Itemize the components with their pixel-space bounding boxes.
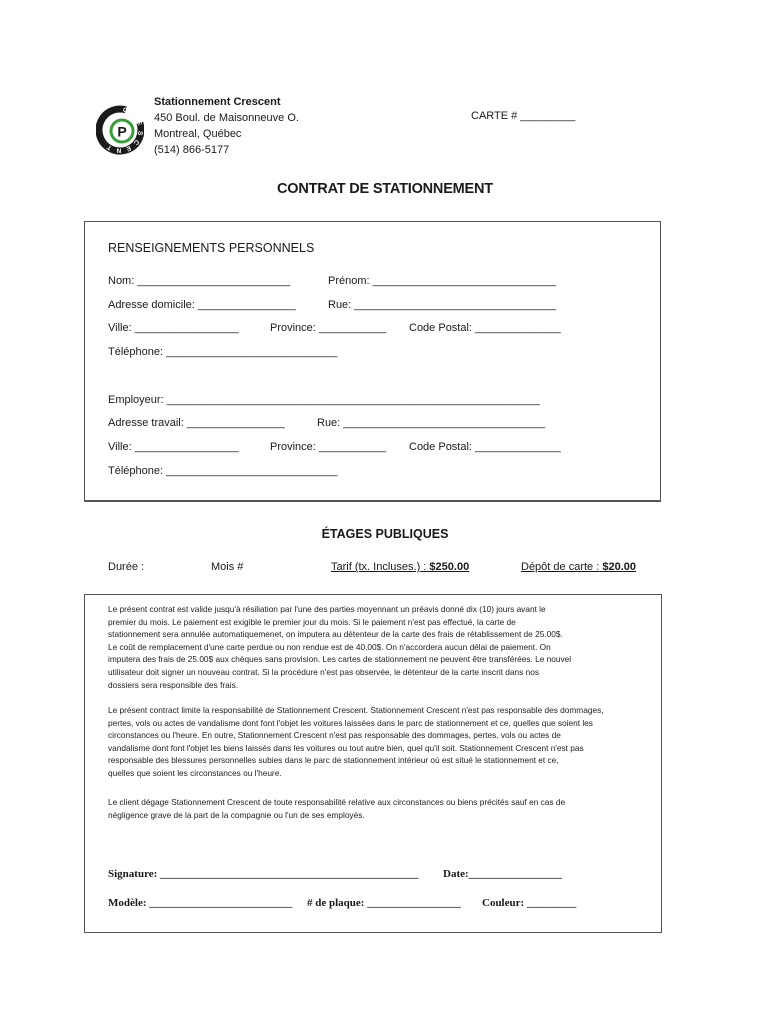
model-field[interactable]: Modèle: __________________________ xyxy=(108,897,293,909)
home-postal-code-field[interactable]: Code Postal: ______________ xyxy=(409,322,561,334)
terms-line: imputera des frais de 25.00$ aux chèques sans provision. Les cartes de stationnement ne peuvent être transférées. Le nouvel xyxy=(108,654,572,665)
depot-value: $20.00 xyxy=(602,561,636,573)
terms-line: Le client dégage Stationnement Crescent de toute responsabilité relative aux circonstances ou biens précités sauf en cas de xyxy=(108,797,566,807)
work-postal-code-field[interactable]: Code Postal: ______________ xyxy=(409,441,561,453)
logo-letter: E xyxy=(134,120,143,127)
logo-letter: C xyxy=(131,138,141,147)
terms-line: premier du mois. Le paiement est exigible le premier jour du mois. Si le paiement n'est pas effectué, la carte de xyxy=(108,616,516,627)
employer-field[interactable]: Employeur: _____________________________________________________________ xyxy=(108,394,540,406)
home-street-field[interactable]: Rue: _________________________________ xyxy=(328,299,557,311)
terms-line: Le présent contract limite la responsabilité de Stationnement Crescent. Stationnement Crescent n'est pas responsable des dommages, xyxy=(108,705,604,715)
prenom-field[interactable]: Prénom: ______________________________ xyxy=(328,275,557,287)
terms-line: dossiers sera responsible des frais. xyxy=(108,679,239,690)
work-phone-field[interactable]: Téléphone: ____________________________ xyxy=(108,465,338,477)
color-field[interactable]: Couleur: _________ xyxy=(482,897,577,909)
logo-letter: C xyxy=(122,106,129,115)
plate-field[interactable]: # de plaque: _________________ xyxy=(307,897,461,909)
terms-line: circonstances ou l'heure. En outre, Stationnement Crescent n'est pas responsable des dommages, pertes, vols ou actes de xyxy=(108,730,561,741)
logo-letter: E xyxy=(124,144,132,153)
logo-letter: S xyxy=(135,130,144,136)
tarif-label: Tarif (tx. Incluses.) : xyxy=(331,561,427,573)
company-address: 450 Boul. de Maisonneuve O. xyxy=(154,112,299,124)
company-city: Montreal, Québec xyxy=(154,128,242,140)
depot xyxy=(521,561,636,573)
tarif xyxy=(331,561,469,573)
duree-label: Durée : xyxy=(108,561,145,573)
terms-line: Le présent contrat est valide jusqu'à résiliation par l'une des parties moyennant un préavis donné dix (10) jours avant le xyxy=(108,604,546,614)
crescent-logo xyxy=(96,102,144,158)
carte-number-field[interactable]: CARTE # _________ xyxy=(471,110,576,122)
home-phone-field[interactable]: Téléphone: ____________________________ xyxy=(108,346,338,358)
depot-label: Dépôt de carte : xyxy=(521,561,600,573)
terms-line: quelles que soient les circonstances ou l'heure. xyxy=(108,767,282,778)
company-name: Stationnement Crescent xyxy=(154,96,281,108)
work-address-field[interactable]: Adresse travail: ________________ xyxy=(108,417,285,429)
logo-letter: R xyxy=(129,111,138,120)
work-street-field[interactable]: Rue: _________________________________ xyxy=(317,417,546,429)
personal-info-heading: RENSEIGNEMENTS PERSONNELS xyxy=(108,241,315,255)
terms-line: utilisateur doit signer un nouveau contrat. Si la procédure n'est pas observée, le détenteur de la carte inscrit dans nos xyxy=(108,666,539,677)
company-phone: (514) 866-5177 xyxy=(154,144,230,156)
etages-heading: ÉTAGES PUBLIQUES xyxy=(321,527,449,541)
terms-line: stationnement sera annulée automatiquemenet, on imputera au détenteur de la carte des frais de rétablissement de 25.00$. xyxy=(108,629,563,640)
home-province-field[interactable]: Province: ___________ xyxy=(270,322,387,334)
tarif-value: $250.00 xyxy=(429,561,470,573)
logo-letter: N xyxy=(116,146,122,154)
company-info xyxy=(154,94,299,158)
nom-field[interactable]: Nom: _________________________ xyxy=(108,275,291,287)
terms-paragraph-3 xyxy=(108,796,565,821)
date-field[interactable]: Date:_________________ xyxy=(443,868,563,880)
terms-line: vandalisme dont font l'objet les biens laissés dans les voitures ou tout autre bien, quel qu'il soit. Stationnement Crescent n'est pas xyxy=(108,742,584,753)
mois-label: Mois # xyxy=(211,561,244,573)
terms-paragraph-2 xyxy=(108,704,604,780)
terms-line: négligence grave de la part de la compagnie ou l'un de ses employés. xyxy=(108,809,365,820)
terms-line: pertes, vols ou actes de vandalisme dont font l'objet les voitures laissées dans le parc de stationnement et ce, quelles que soient les xyxy=(108,717,593,728)
terms-line: Le coût de remplacement d'une carte perdue ou non rendue est de 40.00$. On n'accordera aucun délai de paiement. On xyxy=(108,641,551,652)
logo-letter: T xyxy=(106,143,114,152)
terms-paragraph-1 xyxy=(108,603,571,691)
home-city-field[interactable]: Ville: _________________ xyxy=(108,322,239,334)
work-city-field[interactable]: Ville: _________________ xyxy=(108,441,239,453)
work-province-field[interactable]: Province: ___________ xyxy=(270,441,387,453)
svg-text:P: P xyxy=(117,123,127,140)
signature-field[interactable]: Signature: _______________________________________________ xyxy=(108,868,419,880)
terms-line: responsable des blessures personnelles subies dans le parc de stationnement intérieur où est situé le stationnement et ce, xyxy=(108,755,559,766)
home-address-field[interactable]: Adresse domicile: ________________ xyxy=(108,299,296,311)
document-title: CONTRAT DE STATIONNEMENT xyxy=(277,181,493,197)
personal-info-box xyxy=(84,221,661,502)
